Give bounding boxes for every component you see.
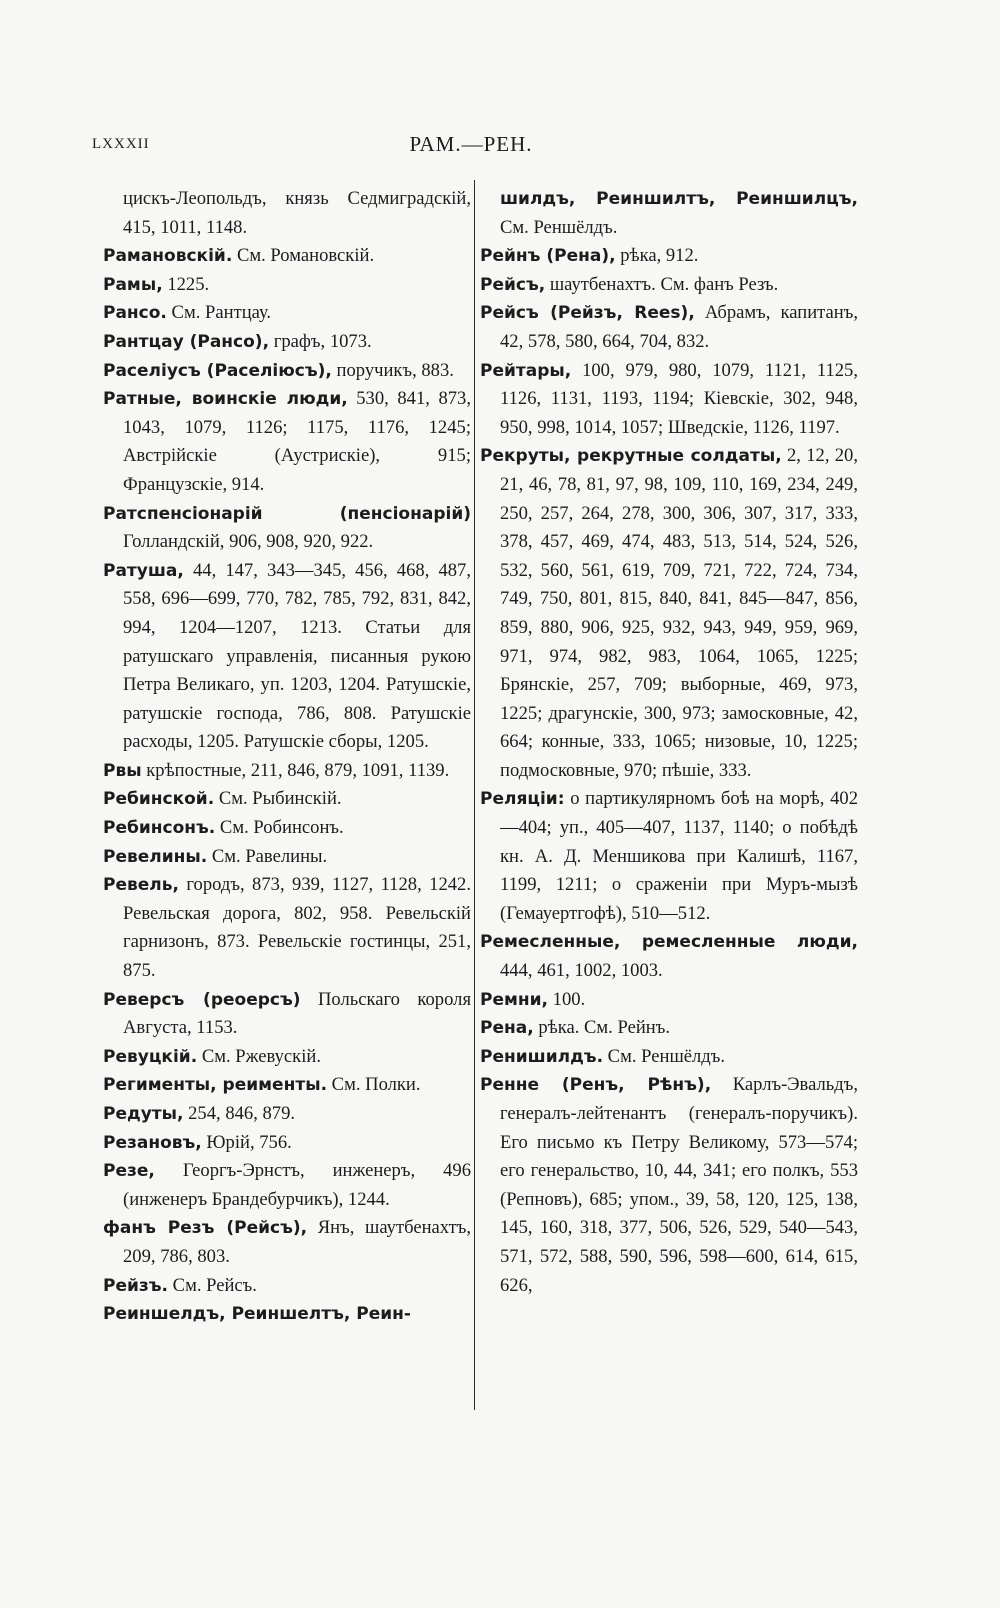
entry-references: См. Ржевускій. xyxy=(197,1045,321,1067)
column-divider xyxy=(474,180,475,1410)
index-entry xyxy=(103,500,471,557)
entry-references: цискъ-Леопольдъ, князь Седмиградскій, 415, 1011, 1148. xyxy=(123,188,471,238)
entry-headword: Регименты, реименты. xyxy=(103,1075,328,1096)
index-entry xyxy=(103,271,471,300)
entry-headword: Ренишилдъ. xyxy=(480,1046,604,1067)
index-entry xyxy=(103,1129,471,1158)
entry-headword: Реиншелдъ, Реиншелтъ, Реин- xyxy=(103,1304,411,1325)
index-entry xyxy=(103,385,471,499)
entry-headword: Резе, xyxy=(103,1161,155,1182)
entry-references: См. Романовскій. xyxy=(232,245,375,267)
index-entry xyxy=(480,928,858,985)
entry-references: 100, 979, 980, 1079, 1121, 1125, 1126, 1131, 1193, 1194; Кіевскіе, 302, 948, 950, 998, 1014, 1057; Шведскіе, 1126, 1197. xyxy=(500,359,858,438)
entry-headword: Ревелины. xyxy=(103,846,208,867)
entry-headword: Ремни, xyxy=(480,989,548,1010)
index-entry xyxy=(103,1043,471,1072)
entry-headword: Рамановскій. xyxy=(103,246,233,267)
entry-references: 530, 841, 873, 1043, 1079, 1126; 1175, 1176, 1245; Австрійскіе (Аустрискіе), 915; Французскіе, 914. xyxy=(123,388,472,495)
entry-references: 44, 147, 343—345, 456, 468, 487, 558, 696—699, 770, 782, 785, 792, 831, 842, 994, 1204—1207, 1213. Статьи для ратушскаго управленія, писанныя рукою Петра Великаго, уп. 1203, 1204. Ратушскіе, ратушскіе господа, 786, 808. Ратушскіе расходы, 1205. Ратушскіе сборы, 1205. xyxy=(123,559,471,753)
entry-references: См. Рыбинскій. xyxy=(214,788,342,810)
entry-references: поручикъ, 883. xyxy=(331,359,454,381)
entry-references: 254, 846, 879. xyxy=(183,1103,296,1124)
entry-references: о партикулярномъ боѣ на морѣ, 402—404; уп., 405—407, 1137, 1140; о побѣдѣ кн. А. Д. Меншикова при Калишѣ, 1167, 1199, 1211; о сраженіи при Муръ-мызѣ (Гемауертгофѣ), 510—512. xyxy=(500,788,858,924)
entry-references: Юрій, 756. xyxy=(201,1131,292,1153)
entry-headword: Рейзъ. xyxy=(103,1275,169,1296)
entry-references: См. Рейсъ. xyxy=(168,1274,257,1296)
entry-references: Карлъ-Эвальдъ, генералъ-лейтенантъ (генералъ-поручикъ). Его письмо къ Петру Великому, 573—574; его генеральство, 10, 44, 341; его полкъ, 553 (Репновъ), 685; упом., 39, 58, 120, 125, 138, 145, 160, 318, 377, 506, 526, 529, 540—543, 571, 572, 588, 590, 596, 598—600, 614, 615, 626, xyxy=(500,1074,858,1296)
entry-headword: Ратуша, xyxy=(103,560,184,581)
entry-references: 1225. xyxy=(162,273,210,295)
entry-headword: Рейсъ (Рейзъ, Rees), xyxy=(480,303,695,324)
entry-headword: шилдъ, Реиншилтъ, Реиншилцъ, xyxy=(500,189,858,209)
entry-references: Янъ, шаутбенахтъ, 209, 786, 803. xyxy=(123,1217,472,1267)
entry-references: 2, 12, 20, 21, 46, 78, 81, 97, 98, 109, 110, 169, 234, 249, 250, 257, 264, 278, 300, 306, 307, 317, 333, 378, 457, 469, 474, 483, 513, 514, 524, 526, 532, 560, 561, 619, 709, 721, 722, 724, 734, 749, 750, 801, 815, 840, 841, 845—847, 856, 859, 880, 906, 925, 932, 943, 949, 959, 969, 971, 974, 982, 983, 1064, 1065, 1225; Брянскіе, 257, 709; выборные, 469, 973, 1225; драгунскіе, 300, 973; замосковные, 42, 664; конные, 333, 1065; низовые, 10, 1225; подмосковные, 970; пѣшіе, 333. xyxy=(500,445,859,781)
entry-headword: Реляціи: xyxy=(480,789,565,810)
entry-references: графъ, 1073. xyxy=(269,330,372,352)
entry-headword: Рейсъ, xyxy=(480,274,546,295)
running-title: РАМ.—РЕН. xyxy=(409,132,533,156)
index-entry xyxy=(480,1071,858,1300)
entry-references: Георгъ-Эрнстъ, инженеръ, 496 (инженеръ Брандебурчикъ), 1244. xyxy=(123,1160,471,1210)
entry-headword: Рейнъ (Рена), xyxy=(480,246,616,267)
index-entry xyxy=(103,1300,471,1329)
index-entry xyxy=(480,986,858,1015)
index-entry xyxy=(103,1071,471,1100)
index-entry xyxy=(480,1014,858,1043)
entry-headword: Ребинской. xyxy=(103,789,215,810)
right-column xyxy=(480,185,858,1300)
entry-headword: Редуты, xyxy=(103,1104,184,1124)
entry-references: См. Рантцау. xyxy=(166,302,272,324)
page-number: LXXXII xyxy=(92,136,150,152)
index-entry xyxy=(103,757,471,786)
entry-headword: Рена, xyxy=(480,1018,534,1039)
index-entry xyxy=(103,1214,471,1271)
index-entry xyxy=(480,271,858,300)
entry-headword: Рвы xyxy=(103,760,142,781)
entry-references: См. Робинсонъ. xyxy=(215,817,344,839)
index-entry xyxy=(103,843,471,872)
entry-references: Польскаго короля Августа, 1153. xyxy=(123,988,471,1039)
index-entry xyxy=(480,185,858,242)
index-entry xyxy=(103,986,471,1043)
index-entry xyxy=(103,1157,471,1214)
entry-references: См. Равелины. xyxy=(207,845,328,867)
index-entry xyxy=(103,557,471,757)
left-column xyxy=(103,185,471,1329)
entry-headword: Реверсъ (реоерсъ) xyxy=(103,989,301,1010)
entry-references: рѣка. См. Рейнъ. xyxy=(533,1017,670,1039)
entry-headword: Ревуцкій. xyxy=(103,1046,198,1067)
index-entry xyxy=(480,1043,858,1072)
entry-references: Абрамъ, капитанъ, 42, 578, 580, 664, 704, 832. xyxy=(500,302,858,352)
entry-references: городъ, 873, 939, 1127, 1128, 1242. Ревельская дорога, 802, 958. Ревельскій гарнизонъ, 873. Ревельскіе гостинцы, 251, 875. xyxy=(123,874,471,982)
index-entry xyxy=(103,814,471,843)
index-entry xyxy=(480,357,858,443)
index-entry xyxy=(103,185,471,242)
index-entry xyxy=(480,785,858,928)
index-entry xyxy=(103,242,471,271)
entry-references: шаутбенахтъ. См. фанъ Резъ. xyxy=(545,273,779,295)
index-entry xyxy=(103,1100,471,1129)
entry-headword: Ратспенсіонарій (пенсіонарій) xyxy=(103,503,471,524)
index-entry xyxy=(103,871,471,985)
entry-headword: Ратные, воинскіе люди, xyxy=(103,389,348,410)
index-entry xyxy=(103,785,471,814)
entry-headword: Ребинсонъ. xyxy=(103,818,216,839)
entry-headword: Ремесленные, ремесленные люди, xyxy=(480,932,858,953)
index-entry xyxy=(480,242,858,271)
entry-headword: Рантцау (Рансо), xyxy=(103,331,270,352)
entry-headword: фанъ Резъ (Рейсъ), xyxy=(103,1218,308,1239)
index-entry xyxy=(480,299,858,356)
entry-references: См. Реншёлдъ. xyxy=(603,1045,726,1067)
entry-references: Голландскій, 906, 908, 920, 922. xyxy=(123,531,374,553)
entry-headword: Резановъ, xyxy=(103,1132,202,1153)
entry-headword: Раселіусъ (Раселіюсъ), xyxy=(103,360,332,381)
entry-references: См. Полки. xyxy=(327,1074,421,1096)
index-entry xyxy=(103,299,471,328)
entry-headword: Ренне (Ренъ, Рѣнъ), xyxy=(480,1075,712,1096)
running-head xyxy=(92,132,850,166)
entry-references: См. Реншёлдъ. xyxy=(500,216,618,238)
entry-references: рѣка, 912. xyxy=(615,245,699,267)
entry-headword: Рейтары, xyxy=(480,360,572,381)
entry-headword: Рансо. xyxy=(103,303,167,324)
entry-references: крѣпостные, 211, 846, 879, 1091, 1139. xyxy=(141,759,450,781)
index-entry xyxy=(103,328,471,357)
index-entry xyxy=(480,442,858,785)
entry-headword: Рекруты, рекрутные солдаты, xyxy=(480,446,782,467)
entry-references: 444, 461, 1002, 1003. xyxy=(500,960,663,982)
entry-headword: Рамы, xyxy=(103,274,163,295)
index-entry xyxy=(103,1272,471,1301)
index-entry xyxy=(103,357,471,386)
entry-references: 100. xyxy=(548,988,586,1010)
entry-headword: Ревель, xyxy=(103,875,179,896)
